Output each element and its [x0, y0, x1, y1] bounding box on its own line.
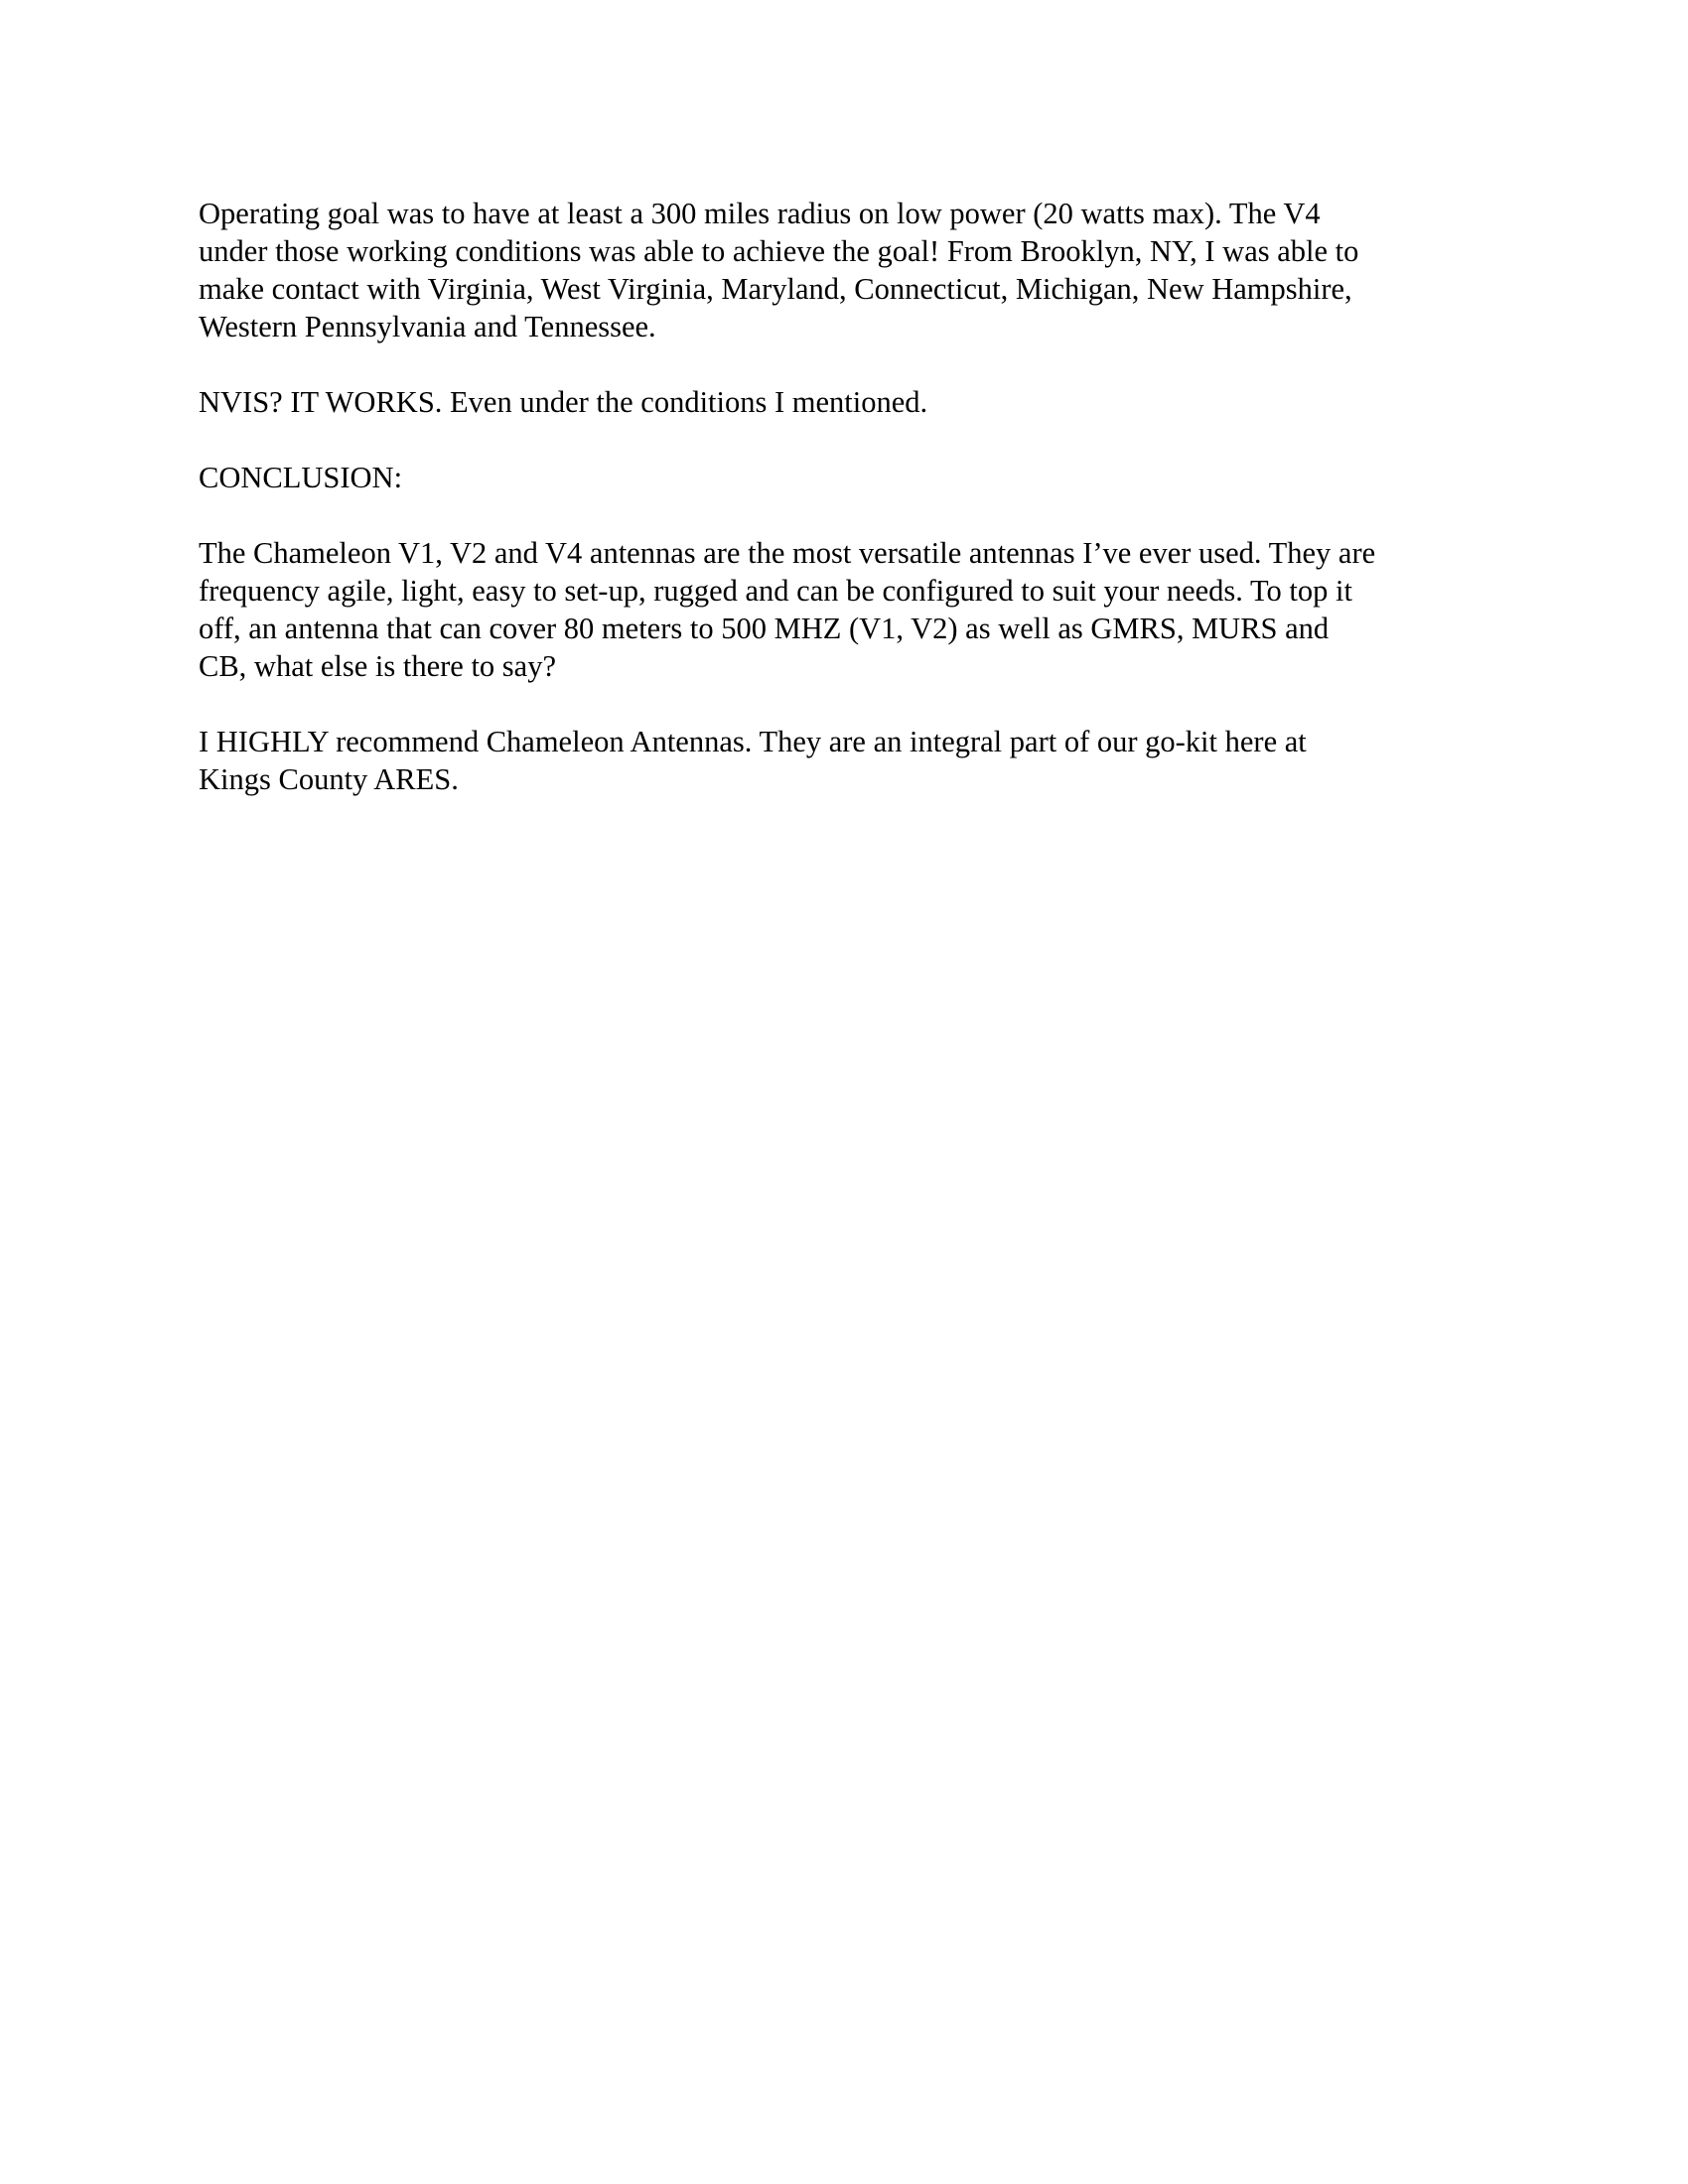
paragraph-recommendation	[199, 723, 1509, 798]
text-line: make contact with Virginia, West Virginia, Maryland, Connecticut, Michigan, New Hampshire,	[199, 272, 1352, 306]
text-line: CONCLUSION:	[199, 461, 403, 494]
text-line: Western Pennsylvania and Tennessee.	[199, 310, 656, 343]
text-line: I HIGHLY recommend Chameleon Antennas. They are an integral part of our go-kit here at	[199, 725, 1307, 758]
text-line: off, an antenna that can cover 80 meters to 500 MHZ (V1, V2) as well as GMRS, MURS and	[199, 612, 1330, 645]
section-heading-conclusion	[199, 459, 1509, 496]
text-line: CB, what else is there to say?	[199, 649, 556, 683]
text-line: NVIS? IT WORKS. Even under the conditions I mentioned.	[199, 385, 928, 419]
paragraph-conclusion-body	[199, 534, 1509, 685]
text-line: frequency agile, light, easy to set-up, rugged and can be configured to suit your needs. To top it	[199, 574, 1352, 608]
text-line: The Chameleon V1, V2 and V4 antennas are the most versatile antennas I’ve ever used. They are	[199, 536, 1376, 570]
paragraph-nvis	[199, 383, 1509, 421]
text-line: Operating goal was to have at least a 300 miles radius on low power (20 watts max). The V4	[199, 197, 1321, 230]
text-line: Kings County ARES.	[199, 762, 459, 796]
paragraph-operating-goal	[199, 195, 1509, 345]
text-line: under those working conditions was able to achieve the goal! From Brooklyn, NY, I was able to	[199, 234, 1359, 268]
document-page	[199, 195, 1509, 836]
